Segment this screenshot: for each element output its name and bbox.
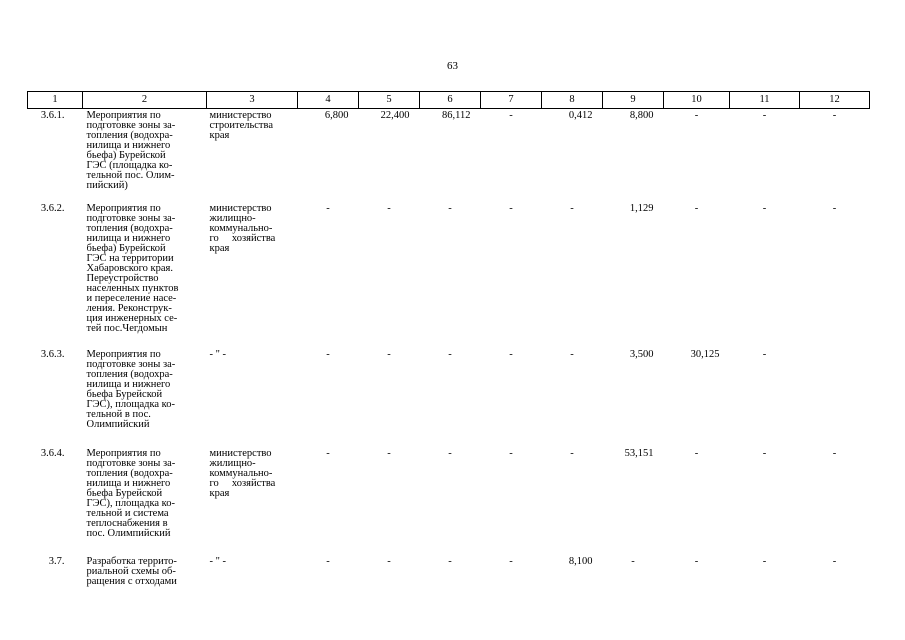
measure-name-line: подготовке зоны за- xyxy=(86,120,176,131)
row-number: 3.7. xyxy=(48,555,65,567)
executor-line: - " - xyxy=(209,555,227,567)
measure-name-line: подготовке зоны за- xyxy=(86,457,176,469)
measure-name-line: топления (водохра- xyxy=(86,467,173,479)
executor-line: - " - xyxy=(209,348,227,360)
value-cell: - xyxy=(832,555,837,567)
measure-name-line: Разработка террито- xyxy=(86,555,177,567)
value-cell: - xyxy=(832,110,837,121)
value-cell: - xyxy=(326,447,330,459)
measure-name-line: Мероприятия по xyxy=(86,110,161,121)
column-header: 10 xyxy=(664,92,730,109)
measure-name-line: ления. Реконструк- xyxy=(86,302,172,314)
value-cell: - xyxy=(832,202,837,214)
value-cell: - xyxy=(762,110,767,121)
measure-name-line: бьефа Бурейской xyxy=(86,487,163,499)
value-cell: 53,151 xyxy=(624,447,654,459)
executor-line: края xyxy=(209,130,230,141)
executor-line: края xyxy=(209,487,230,499)
measure-name-line: бьефа) Бурейской xyxy=(86,242,166,254)
table-row xyxy=(28,202,870,348)
executor xyxy=(207,555,298,595)
measure-name-line: Хабаровского края. xyxy=(86,262,174,274)
measure-name-line: теплоснабжения в xyxy=(86,517,168,529)
measure-name-line: ращения с отходами xyxy=(86,575,177,587)
value-cell: - xyxy=(448,555,452,567)
measure-name-line: пийский) xyxy=(86,180,128,191)
measure-name-line: и переселение насе- xyxy=(86,292,177,304)
value-cell: - xyxy=(387,202,391,214)
measure-name-line: Олимпийский xyxy=(86,418,150,430)
value-cell: 8,100 xyxy=(568,555,593,567)
budget-table xyxy=(27,91,870,595)
measure-name-line: топления (водохра- xyxy=(86,130,173,141)
measure-name-line: риальной схемы об- xyxy=(86,565,176,577)
measure-name-line: ГЭС), площадка ко- xyxy=(86,497,175,509)
value-cell: - xyxy=(762,447,767,459)
executor-line: го хозяйства xyxy=(209,477,276,489)
executor xyxy=(207,109,298,202)
measure-name-line: Мероприятия по xyxy=(86,447,161,459)
measure-name xyxy=(83,202,207,348)
measure-name-line: подготовке зоны за- xyxy=(86,212,176,224)
column-number-row xyxy=(28,92,870,109)
table-row xyxy=(28,447,870,555)
value-cell: 1,129 xyxy=(629,202,654,214)
measure-name-line: подготовке зоны за- xyxy=(86,358,176,370)
measure-name xyxy=(83,555,207,595)
value-cell: - xyxy=(387,555,391,567)
row-number: 3.6.1. xyxy=(40,110,65,121)
measure-name-line: топления (водохра- xyxy=(86,222,173,234)
column-header: 12 xyxy=(800,92,870,109)
value-cell xyxy=(800,348,870,447)
row-number: 3.6.2. xyxy=(40,202,65,214)
measure-name-line: населенных пунктов xyxy=(86,282,179,294)
value-cell: 8,800 xyxy=(629,110,654,121)
column-header: 8 xyxy=(542,92,603,109)
value-cell: - xyxy=(694,555,699,567)
measure-name-line: тельной и система xyxy=(86,507,169,519)
measure-name-line: тельной в пос. xyxy=(86,408,151,420)
executor-line: министерство xyxy=(209,202,272,214)
measure-name-line: ГЭС на территории xyxy=(86,252,174,264)
measure-name-line: нилища и нижнего xyxy=(86,232,171,244)
value-cell: - xyxy=(387,348,391,360)
executor xyxy=(207,447,298,555)
executor xyxy=(207,348,298,447)
measure-name-line: Мероприятия по xyxy=(86,348,161,360)
value-cell: - xyxy=(762,555,767,567)
value-cell: - xyxy=(448,202,452,214)
value-cell: - xyxy=(509,555,513,567)
executor-line: жилищно- xyxy=(209,212,256,224)
value-cell: - xyxy=(694,447,699,459)
table-body xyxy=(28,109,870,595)
measure-name xyxy=(83,109,207,202)
value-cell: - xyxy=(448,447,452,459)
measure-name-line: топления (водохра- xyxy=(86,368,173,380)
value-cell: 6,800 xyxy=(324,110,349,121)
measure-name-line: нилища и нижнего xyxy=(86,140,171,151)
value-cell: 30,125 xyxy=(690,348,720,360)
value-cell: - xyxy=(570,348,574,360)
value-cell: - xyxy=(570,447,574,459)
column-header: 9 xyxy=(603,92,664,109)
measure-name-line: Переустройство xyxy=(86,272,159,284)
table-row xyxy=(28,555,870,595)
executor-line: го хозяйства xyxy=(209,232,276,244)
value-cell: 3,500 xyxy=(629,348,654,360)
column-header: 4 xyxy=(298,92,359,109)
value-cell: - xyxy=(762,202,767,214)
value-cell: - xyxy=(570,202,574,214)
executor-line: коммунально- xyxy=(209,467,273,479)
value-cell: 22,400 xyxy=(380,110,410,121)
value-cell: - xyxy=(387,447,391,459)
executor-line: министерство xyxy=(209,447,272,459)
executor xyxy=(207,202,298,348)
row-number: 3.6.3. xyxy=(40,348,65,360)
table-row xyxy=(28,109,870,202)
value-cell: 0,412 xyxy=(568,110,593,121)
value-cell: - xyxy=(509,447,513,459)
measure-name-line: тей пос.Чегдомын xyxy=(86,322,168,334)
value-cell: - xyxy=(631,555,635,567)
measure-name-line: бьефа) Бурейской xyxy=(86,150,166,161)
executor-line: строительства xyxy=(209,120,274,131)
value-cell: - xyxy=(326,555,330,567)
measure-name-line: пос. Олимпийский xyxy=(86,527,171,539)
executor-line: жилищно- xyxy=(209,457,256,469)
value-cell: - xyxy=(832,447,837,459)
column-header: 6 xyxy=(420,92,481,109)
value-cell: 86,112 xyxy=(442,110,471,121)
measure-name-line: ция инженерных се- xyxy=(86,312,178,324)
value-cell: - xyxy=(694,202,699,214)
value-cell: - xyxy=(509,348,513,360)
column-header: 3 xyxy=(207,92,298,109)
executor-line: министерство xyxy=(209,110,272,121)
measure-name-line: ГЭС), площадка ко- xyxy=(86,398,175,410)
value-cell: - xyxy=(448,348,452,360)
measure-name-line: бьефа Бурейской xyxy=(86,388,163,400)
column-header: 5 xyxy=(359,92,420,109)
executor-line: края xyxy=(209,242,230,254)
page-number: 63 xyxy=(447,60,458,72)
value-cell: - xyxy=(509,110,513,121)
value-cell: - xyxy=(694,110,699,121)
measure-name-line: тельной пос. Олим- xyxy=(86,170,175,181)
column-header: 7 xyxy=(481,92,542,109)
measure-name xyxy=(83,447,207,555)
executor-line: коммунально- xyxy=(209,222,273,234)
value-cell: - xyxy=(326,348,330,360)
column-header: 2 xyxy=(83,92,207,109)
row-number: 3.6.4. xyxy=(40,447,65,459)
measure-name xyxy=(83,348,207,447)
table-row xyxy=(28,348,870,447)
column-header: 1 xyxy=(28,92,83,109)
column-header: 11 xyxy=(730,92,800,109)
measure-name-line: нилища и нижнего xyxy=(86,378,171,390)
measure-name-line: ГЭС (площадка ко- xyxy=(86,160,173,171)
value-cell: - xyxy=(762,348,767,360)
measure-name-line: нилища и нижнего xyxy=(86,477,171,489)
value-cell: - xyxy=(326,202,330,214)
value-cell: - xyxy=(509,202,513,214)
measure-name-line: Мероприятия по xyxy=(86,202,161,214)
